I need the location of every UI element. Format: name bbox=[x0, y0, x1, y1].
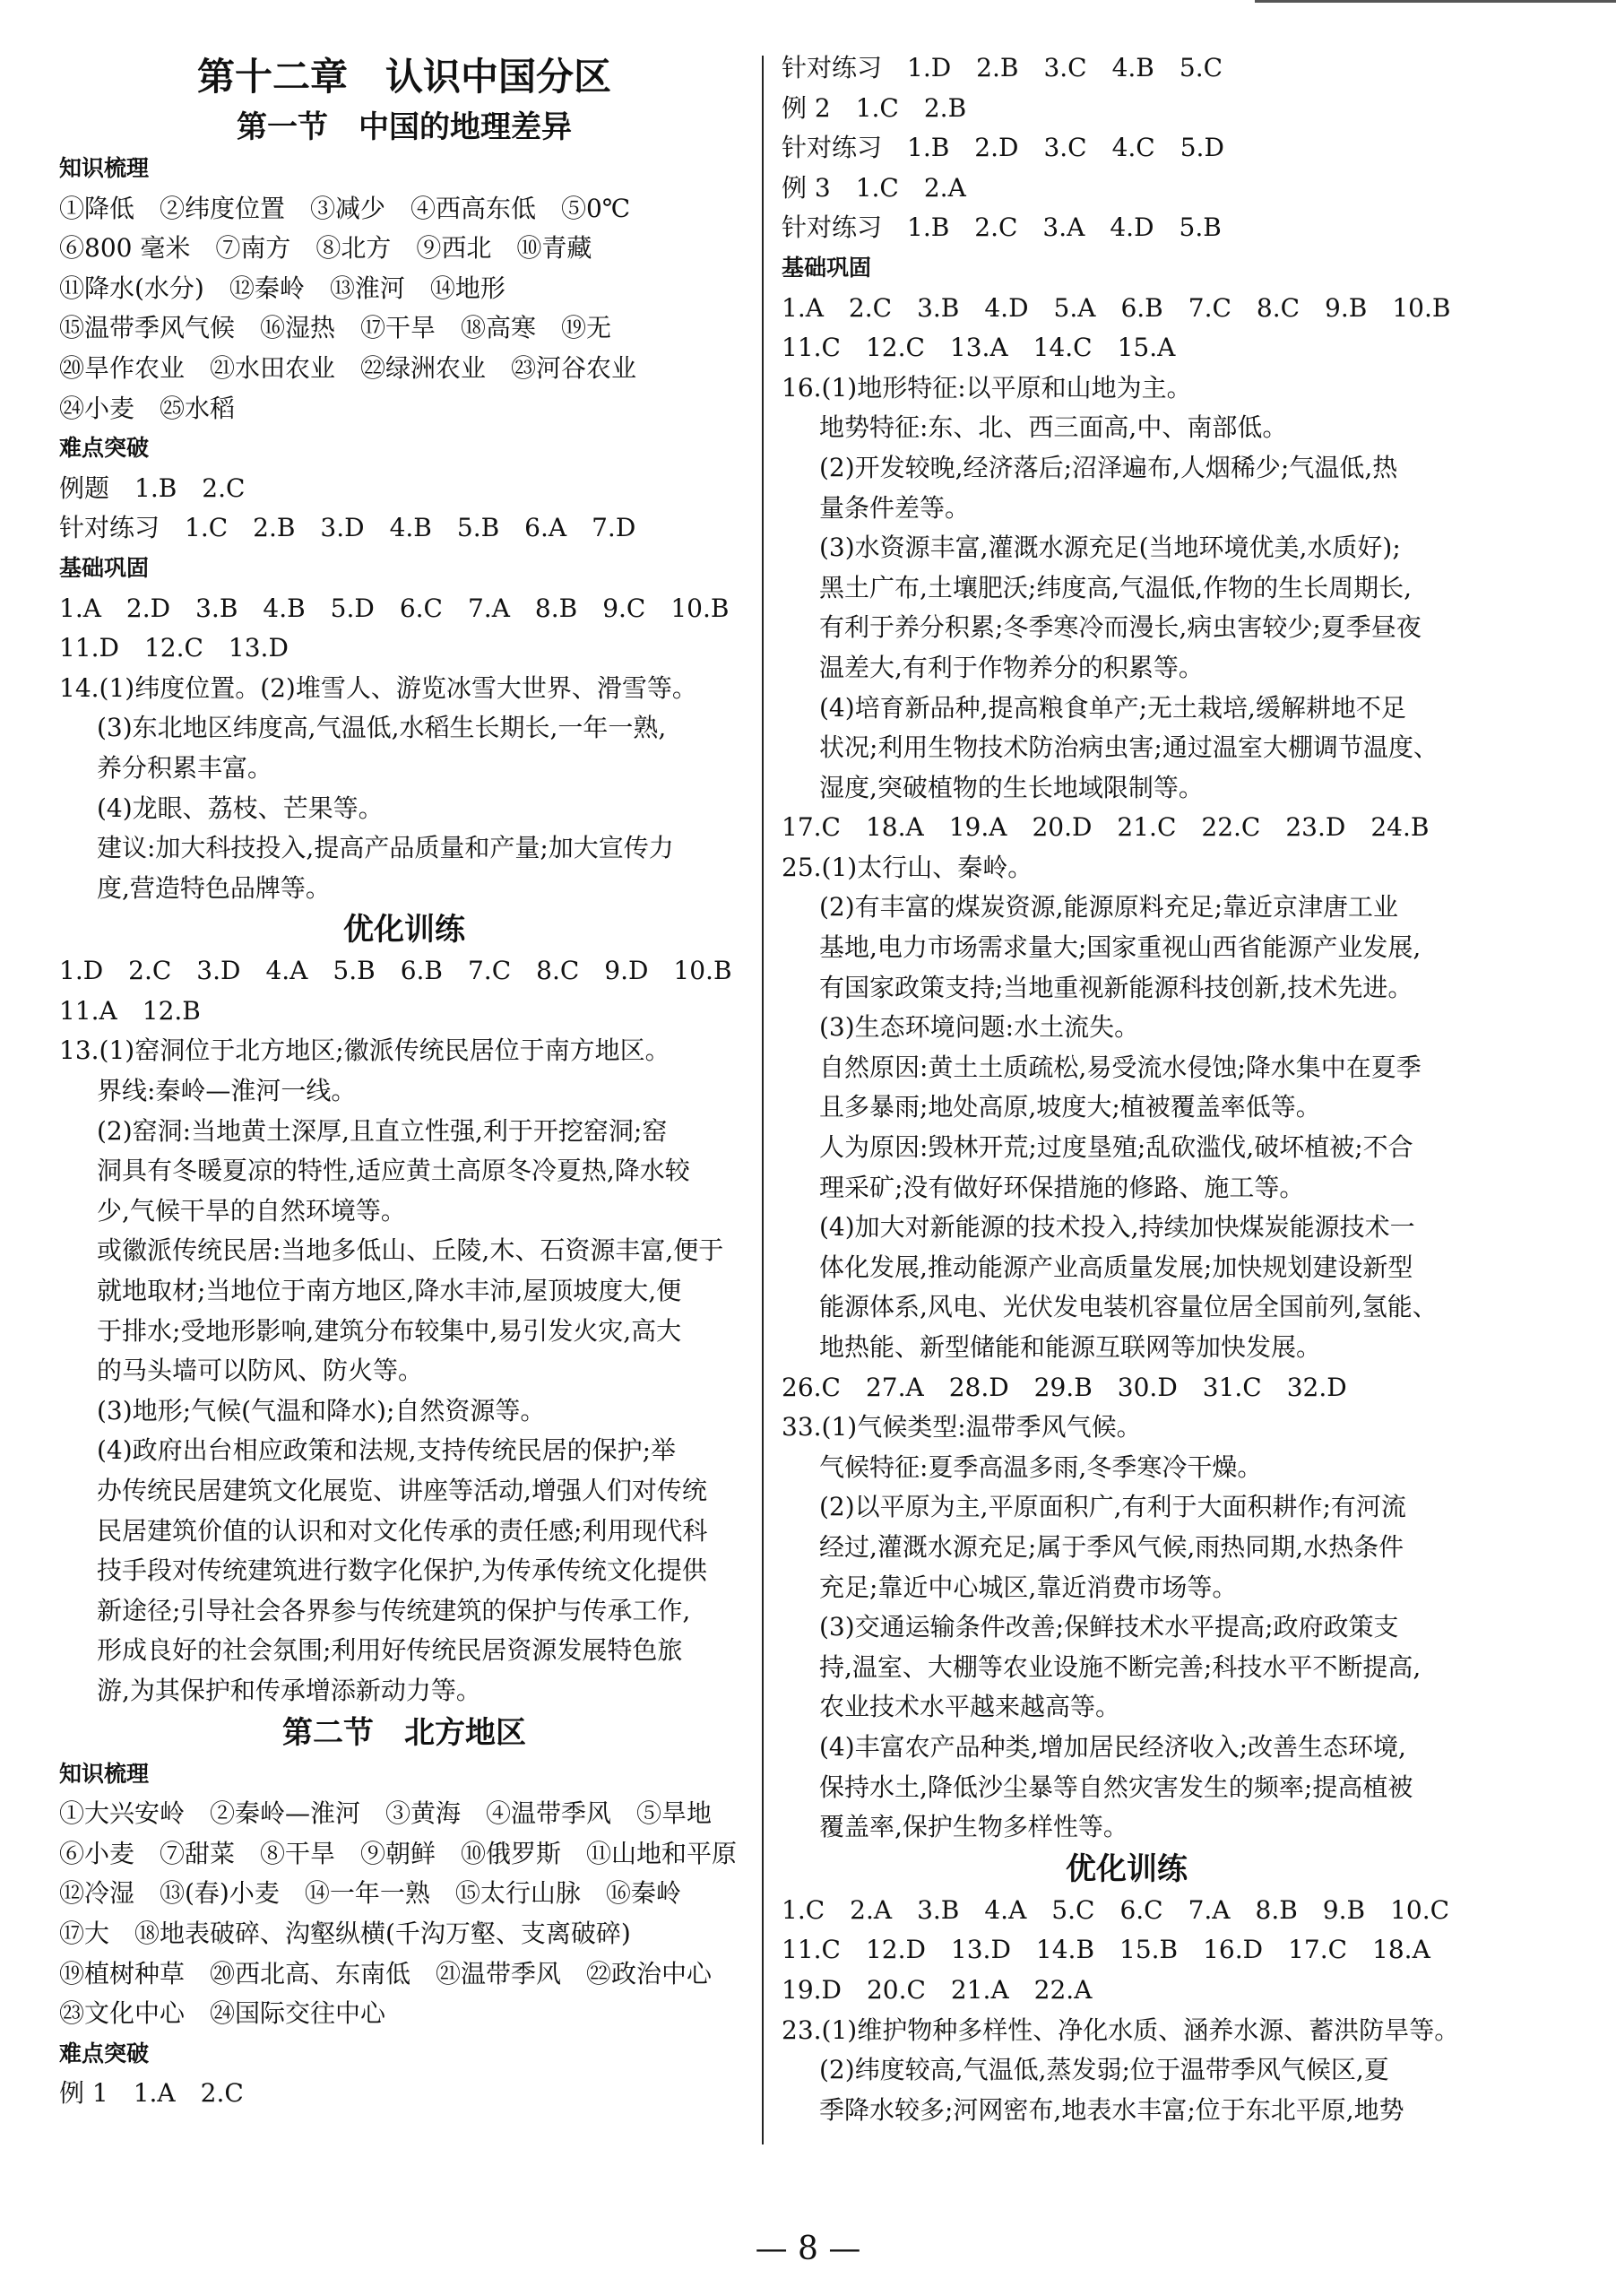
section-title: 优化训练 bbox=[343, 912, 465, 949]
answer-line-indented: (2)开发较晚,经济落后;沼泽遍布,人烟稀少;气温低,热 bbox=[819, 452, 1398, 482]
answer-line-indented: 经过,灌溉水源充足;属于季风气候,雨热同期,水热条件 bbox=[819, 1531, 1404, 1562]
answer-line-indented: 有国家政策支持;当地重视新能源科技创新,技术先进。 bbox=[819, 972, 1413, 1002]
answer-line-indented: 温差大,有利于作物养分的积累等。 bbox=[819, 652, 1204, 682]
answer-line-indented: 体化发展,推动能源产业高质量发展;加快规划建设新型 bbox=[819, 1252, 1413, 1282]
answer-line: 14.(1)纬度位置。(2)堆雪人、游览冰雪大世界、滑雪等。 bbox=[59, 672, 697, 703]
answer-line: ⑮温带季风气候 ⑯湿热 ⑰干旱 ⑱高寒 ⑲无 bbox=[59, 313, 612, 343]
section-heading: 基础巩固 bbox=[782, 254, 872, 281]
section-heading: 知识梳理 bbox=[59, 155, 150, 181]
answer-line: 针对练习 1.C 2.B 3.D 4.B 5.B 6.A 7.D bbox=[59, 513, 636, 543]
answer-line: ㉓文化中心 ㉔国际交往中心 bbox=[59, 1998, 386, 2029]
answer-line-indented: 地势特征:东、北、西三面高,中、南部低。 bbox=[819, 412, 1288, 443]
answer-line-indented: (4)加大对新能源的技术投入,持续加快煤炭能源技术一 bbox=[819, 1212, 1415, 1243]
section-heading: 知识梳理 bbox=[59, 1760, 150, 1787]
answer-line-indented: 建议:加大科技投入,提高产品质量和产量;加大宣传力 bbox=[97, 833, 674, 863]
answer-line-indented: (4)龙眼、荔枝、芒果等。 bbox=[97, 793, 384, 823]
answer-line-indented: 基地,电力市场需求量大;国家重视山西省能源产业发展, bbox=[819, 932, 1422, 963]
column-divider bbox=[762, 56, 764, 2144]
answer-line: 11.A 12.B bbox=[59, 995, 201, 1026]
answer-line: ⑲植树种草 ⑳西北高、东南低 ㉑温带季风 ㉒政治中心 bbox=[59, 1958, 713, 1988]
section-title: 优化训练 bbox=[1066, 1850, 1188, 1887]
answer-line: 针对练习 1.B 2.C 3.A 4.D 5.B bbox=[782, 212, 1222, 243]
answer-line: 1.A 2.C 3.B 4.D 5.A 6.B 7.C 8.C 9.B 10.B bbox=[782, 292, 1451, 323]
answer-line: ㉔小麦 ㉕水稻 bbox=[59, 393, 236, 423]
answer-line-indented: (2)以平原为主,平原面积广,有利于大面积耕作;有河流 bbox=[819, 1492, 1406, 1522]
answer-line-indented: 度,营造特色品牌等。 bbox=[97, 872, 331, 903]
answer-line-indented: 量条件差等。 bbox=[819, 492, 971, 523]
answer-line-indented: 人为原因:毁林开荒;过度垦殖;乱砍滥伐,破坏植被;不合 bbox=[819, 1132, 1413, 1163]
section-heading: 难点突破 bbox=[59, 435, 150, 462]
answer-line: ⑫冷湿 ⑬(春)小麦 ⑭一年一熟 ⑮太行山脉 ⑯秦岭 bbox=[59, 1878, 681, 1909]
answer-line-indented: 界线:秦岭—淮河一线。 bbox=[97, 1076, 357, 1106]
answer-line: 例 3 1.C 2.A bbox=[782, 172, 966, 203]
answer-line: 针对练习 1.D 2.B 3.C 4.B 5.C bbox=[782, 53, 1223, 82]
answer-line: 针对练习 1.B 2.D 3.C 4.C 5.D bbox=[782, 133, 1224, 163]
answer-line-indented: (4)丰富农产品种类,增加居民经济收入;改善生态环境, bbox=[819, 1731, 1406, 1762]
answer-line-indented: 黑土广布,土壤肥沃;纬度高,气温低,作物的生长周期长, bbox=[819, 572, 1413, 602]
answer-line-indented: 技手段对传统建筑进行数字化保护,为传承传统文化提供 bbox=[97, 1555, 707, 1586]
answer-line: ⑰大 ⑱地表破碎、沟壑纵横(千沟万壑、支离破碎) bbox=[59, 1918, 631, 1948]
answer-line-indented: 于排水;受地形影响,建筑分布较集中,易引发火灾,高大 bbox=[97, 1315, 682, 1346]
answer-line-indented: (2)有丰富的煤炭资源,能源原料充足;靠近京津唐工业 bbox=[819, 892, 1398, 923]
chapter-title: 第十二章 认识中国分区 bbox=[196, 55, 611, 99]
answer-line-indented: 季降水较多;河网密布,地表水丰富;位于东北平原,地势 bbox=[819, 2094, 1404, 2125]
right-column-lines bbox=[782, 48, 1472, 2130]
answer-line-indented: 充足;靠近中心城区,靠近消费市场等。 bbox=[819, 1572, 1238, 1602]
answer-line-indented: (3)东北地区纬度高,气温低,水稻生长期长,一年一熟, bbox=[97, 713, 667, 743]
answer-line: 1.C 2.A 3.B 4.A 5.C 6.C 7.A 8.B 9.B 10.C bbox=[782, 1894, 1450, 1925]
answer-line: 26.C 27.A 28.D 29.B 30.D 31.C 32.D bbox=[782, 1372, 1347, 1402]
answer-line-indented: 自然原因:黄土土质疏松,易受流水侵蚀;降水集中在夏季 bbox=[819, 1052, 1422, 1082]
left-column bbox=[59, 48, 749, 2114]
answer-line-indented: (4)政府出台相应政策和法规,支持传统民居的保护;举 bbox=[97, 1435, 676, 1466]
answer-line: 例题 1.B 2.C bbox=[59, 472, 246, 503]
answer-line: 33.(1)气候类型:温带季风气候。 bbox=[782, 1412, 1142, 1443]
answer-line-indented: 就地取材;当地位于南方地区,降水丰沛,屋顶坡度大,便 bbox=[97, 1276, 682, 1306]
answer-line-indented: 理采矿;没有做好环保措施的修路、施工等。 bbox=[819, 1172, 1305, 1202]
answer-line-indented: 农业技术水平越来越高等。 bbox=[819, 1692, 1121, 1722]
answer-line-indented: 有利于养分积累;冬季寒冷而漫长,病虫害较少;夏季昼夜 bbox=[819, 612, 1422, 643]
answer-line-indented: 地热能、新型储能和能源互联网等加快发展。 bbox=[819, 1332, 1322, 1362]
answer-line-indented: 且多暴雨;地处高原,坡度大;植被覆盖率低等。 bbox=[819, 1092, 1321, 1122]
answer-line: 例 2 1.C 2.B bbox=[782, 92, 967, 123]
answer-line: 1.A 2.D 3.B 4.B 5.D 6.C 7.A 8.B 9.C 10.B bbox=[59, 593, 730, 623]
answer-line: ⑥800 毫米 ⑦南方 ⑧北方 ⑨西北 ⑩青藏 bbox=[59, 233, 592, 264]
page-number: — 8 — bbox=[755, 2231, 861, 2267]
answer-line: 11.C 12.C 13.A 14.C 15.A bbox=[782, 333, 1176, 363]
answer-line-indented: 能源体系,风电、光伏发电装机容量位居全国前列,氢能、 bbox=[819, 1292, 1438, 1322]
answer-line: 17.C 18.A 19.A 20.D 21.C 22.C 23.D 24.B bbox=[782, 812, 1430, 843]
answer-line-indented: 气候特征:夏季高温多雨,冬季寒冷干燥。 bbox=[819, 1451, 1263, 1482]
right-column bbox=[782, 48, 1472, 2130]
answer-line-indented: 少,气候干旱的自然环境等。 bbox=[97, 1195, 406, 1226]
answer-line: 25.(1)太行山、秦岭。 bbox=[782, 852, 1033, 882]
answer-line: 例 1 1.A 2.C bbox=[59, 2078, 244, 2109]
answer-line-indented: (3)生态环境问题:水土流失。 bbox=[819, 1012, 1140, 1043]
answer-line-indented: (2)纬度较高,气温低,蒸发弱;位于温带季风气候区,夏 bbox=[819, 2055, 1389, 2085]
answer-line-indented: (3)水资源丰富,灌溉水源充足(当地环境优美,水质好); bbox=[819, 533, 1401, 563]
answer-line: ⑳旱作农业 ㉑水田农业 ㉒绿洲农业 ㉓河谷农业 bbox=[59, 352, 637, 383]
top-border-line bbox=[1255, 0, 1616, 3]
answer-line-indented: 覆盖率,保护生物多样性等。 bbox=[819, 1812, 1128, 1842]
answer-line-indented: (3)地形;气候(气温和降水);自然资源等。 bbox=[97, 1395, 546, 1425]
answer-line: 11.C 12.D 13.D 14.B 15.B 16.D 17.C 18.A bbox=[782, 1935, 1430, 1965]
answer-line: 13.(1)窑洞位于北方地区;徽派传统民居位于南方地区。 bbox=[59, 1035, 670, 1066]
answer-line-indented: (4)培育新品种,提高粮食单产;无土栽培,缓解耕地不足 bbox=[819, 692, 1406, 723]
answer-line-indented: 民居建筑价值的认识和对文化传承的责任感;利用现代科 bbox=[97, 1515, 708, 1546]
answer-line: ⑥小麦 ⑦甜菜 ⑧干旱 ⑨朝鲜 ⑩俄罗斯 ⑪山地和平原 bbox=[59, 1838, 738, 1868]
answer-line: 11.D 12.C 13.D bbox=[59, 633, 289, 663]
answer-line: 16.(1)地形特征:以平原和山地为主。 bbox=[782, 372, 1192, 403]
answer-line-indented: 洞具有冬暖夏凉的特性,适应黄土高原冬冷夏热,降水较 bbox=[97, 1156, 690, 1186]
answer-line: 23.(1)维护物种多样性、净化水质、涵养水源、蓄洪防旱等。 bbox=[782, 2014, 1460, 2045]
section-heading: 基础巩固 bbox=[59, 554, 150, 581]
answer-line-indented: 持,温室、大棚等农业设施不断完善;科技水平不断提高, bbox=[819, 1651, 1422, 1682]
section-heading: 难点突破 bbox=[59, 2040, 150, 2066]
answer-line-indented: 的马头墙可以防风、防火等。 bbox=[97, 1356, 424, 1386]
answer-line: ①降低 ②纬度位置 ③减少 ④西高东低 ⑤0℃ bbox=[59, 193, 631, 223]
answer-line-indented: 办传统民居建筑文化展览、讲座等活动,增强人们对传统 bbox=[97, 1476, 707, 1505]
section-title: 第一节 中国的地理差异 bbox=[237, 109, 572, 145]
section-title: 第二节 北方地区 bbox=[282, 1714, 526, 1751]
answer-line-indented: 新途径;引导社会各界参与传统建筑的保护与传承工作, bbox=[97, 1595, 691, 1625]
answer-line-indented: (2)窑洞:当地黄土深厚,且直立性强,利于开挖窑洞;窑 bbox=[97, 1115, 668, 1146]
answer-line-indented: 养分积累丰富。 bbox=[97, 752, 273, 783]
answer-line-indented: 保持水土,降低沙尘暴等自然灾害发生的频率;提高植被 bbox=[819, 1772, 1413, 1802]
answer-line: ⑪降水(水分) ⑫秦岭 ⑬淮河 ⑭地形 bbox=[59, 273, 506, 303]
answer-line-indented: 状况;利用生物技术防治病虫害;通过温室大棚调节温度、 bbox=[819, 732, 1439, 763]
answer-line: 1.D 2.C 3.D 4.A 5.B 6.B 7.C 8.C 9.D 10.B bbox=[59, 956, 732, 986]
answer-line: 19.D 20.C 21.A 22.A bbox=[782, 1974, 1093, 2005]
left-column-lines bbox=[59, 106, 749, 2114]
answer-line-indented: 形成良好的社会氛围;利用好传统民居资源发展特色旅 bbox=[97, 1635, 683, 1666]
answer-line: ①大兴安岭 ②秦岭—淮河 ③黄海 ④温带季风 ⑤旱地 bbox=[59, 1798, 713, 1829]
answer-line-indented: 或徽派传统民居:当地多低山、丘陵,木、石资源丰富,便于 bbox=[97, 1235, 724, 1266]
answer-line-indented: (3)交通运输条件改善;保鲜技术水平提高;政府政策支 bbox=[819, 1612, 1399, 1642]
answer-line-indented: 湿度,突破植物的生长地域限制等。 bbox=[819, 772, 1204, 802]
answer-line-indented: 游,为其保护和传承增添新动力等。 bbox=[97, 1675, 481, 1705]
